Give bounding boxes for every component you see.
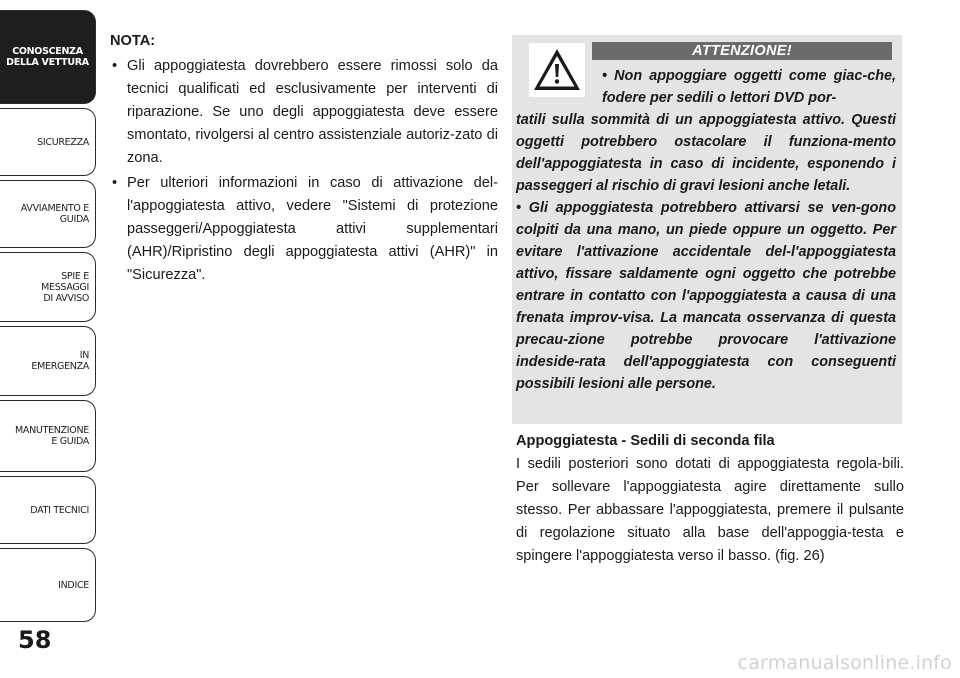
tab-spie-e-messaggi[interactable]: SPIE E MESSAGGI DI AVVISO xyxy=(0,252,96,322)
tab-dati-tecnici[interactable]: DATI TECNICI xyxy=(0,476,96,544)
tab-sicurezza[interactable]: SICUREZZA xyxy=(0,108,96,176)
chapter-sidebar xyxy=(0,0,98,678)
nota-bullet-text: Per ulteriori informazioni in caso di attivazione del-l'appoggiatesta attivo, vedere "Sistemi di protezione passeggeri/Appoggiatesta attivi supplementari (AHR)/Ripristino degli appoggiatesta attivi (AHR)" in "Sicurezza". xyxy=(127,175,498,283)
nota-bullet xyxy=(110,55,498,170)
warning-paragraph: • Gli appoggiatesta potrebbero attivarsi se ven-gono colpiti da una mano, un piede oppure un oggetto. Per evitare l'attivazione accidentale del-l'appoggiatesta attivo, fissare saldamente ogni oggetto che potrebbe entrare in contatto con l'appoggiatesta a causa di una frenata improv-visa. La mancata osservanza di questa precau-zione potrebbe provocare l'attivazione indeside-rata dell'appoggiatesta con conseguenti possibili lesioni alle persone. xyxy=(516,200,896,392)
tab-manutenzione-e-guida[interactable]: MANUTENZIONE E GUIDA xyxy=(0,400,96,472)
nota-heading: NOTA: xyxy=(110,33,156,49)
nota-section xyxy=(110,30,498,289)
warning-paragraph-lead: • Non appoggiare oggetti come giac-che, fodere per sedili o lettori DVD por- xyxy=(602,68,896,106)
nota-bullet-text: Gli appoggiatesta dovrebbero essere rimossi solo da tecnici qualificati ed esclusivamente per interventi di riparazione. Se uno degli appoggiatesta deve essere smontato, rivolgersi al centro assistenziale autoriz-zato di zona. xyxy=(127,58,498,166)
warning-box xyxy=(512,35,902,424)
warning-paragraph: tatili sulla sommità di un appoggiatesta attivo. Questi oggetti potrebbero ostacolare il funziona-mento dell'appoggiatesta in caso di incidente, esponendo i passeggeri al rischio di gravi lesioni anche letali. xyxy=(516,112,896,194)
bullet-dot: • xyxy=(112,175,118,191)
watermark: carmanualsonline.info xyxy=(737,652,952,674)
warning-title: ATTENZIONE! xyxy=(592,42,892,60)
section-text: I sedili posteriori sono dotati di appoggiatesta regola-bili. Per sollevare l'appoggiatesta agire direttamente sullo stesso. Per abbassare l'appoggiatesta, premere il pulsante di regolazione situato alla base dell'appoggia-testa e spingere l'appoggiatesta verso il basso. (fig. 26) xyxy=(516,456,904,564)
second-row-headrest-section xyxy=(516,430,904,568)
tab-in-emergenza[interactable]: IN EMERGENZA xyxy=(0,326,96,396)
page-number: 58 xyxy=(18,626,52,654)
nota-bullet xyxy=(110,172,498,287)
tab-avviamento-e-guida[interactable]: AVVIAMENTO E GUIDA xyxy=(0,180,96,248)
tab-conoscenza-della-vettura[interactable]: CONOSCENZA DELLA VETTURA xyxy=(0,10,96,104)
warning-body xyxy=(516,65,896,395)
section-title: Appoggiatesta - Sedili di seconda fila xyxy=(516,433,775,449)
bullet-dot: • xyxy=(112,58,118,74)
tab-indice[interactable]: INDICE xyxy=(0,548,96,622)
